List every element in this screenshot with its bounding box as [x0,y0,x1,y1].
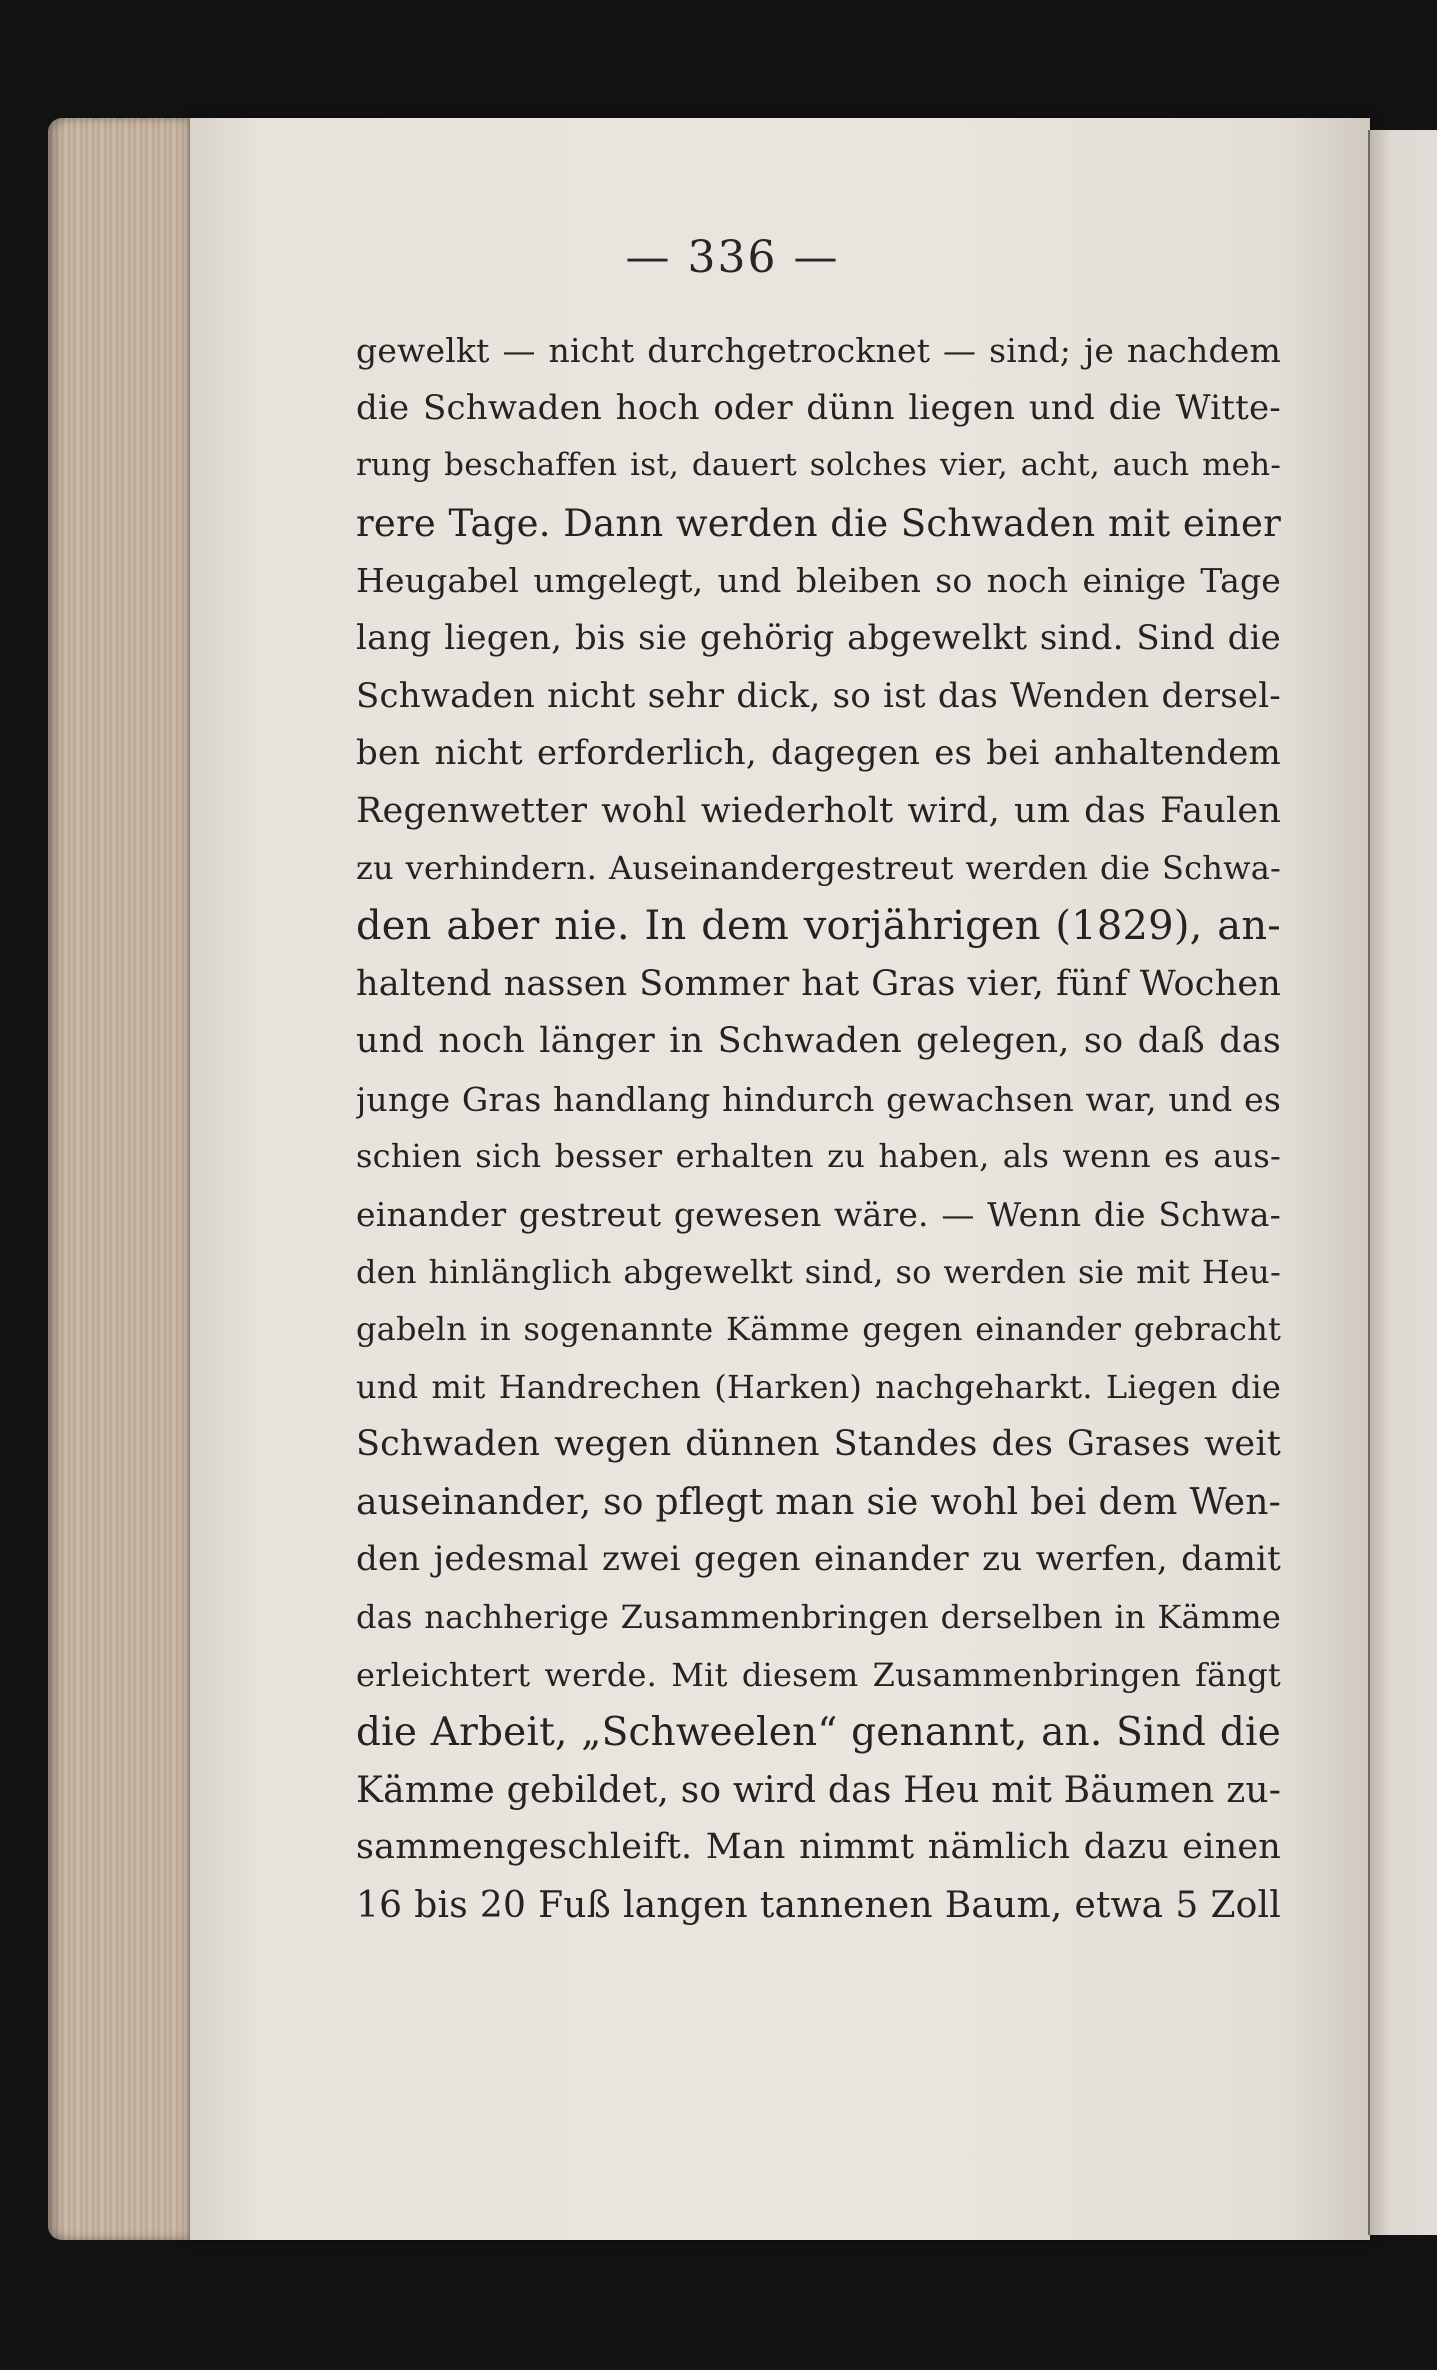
text-line: die Schwaden hoch oder dünn liegen und die Witte- [356,387,1281,428]
text-line: die Arbeit, „Schweelen“ genannt, an. Sind die [356,1710,1281,1756]
text-line: den aber nie. In dem vorjährigen (1829), an- [356,902,1281,949]
text-line: den hinlänglich abgewelkt sind, so werden sie mit Heu- [356,1252,1281,1291]
text-line: und mit Handrechen (Harken) nachgeharkt. Liegen die [356,1367,1281,1406]
text-line: das nachherige Zusammenbringen derselben in Kämme [356,1598,1281,1637]
body-text [356,322,1281,1935]
text-line: gabeln in sogenannte Kämme gegen einander gebracht [356,1310,1281,1349]
text-line: Heugabel umgelegt, und bleiben so noch einige Tage [356,561,1281,601]
text-line: einander gestreut gewesen wäre. — Wenn die Schwa- [356,1194,1281,1234]
page-number: — 336 — [625,232,840,283]
text-line: 16 bis 20 Fuß langen tannenen Baum, etwa 5 Zoll [356,1885,1281,1927]
text-line: den jedesmal zwei gegen einander zu werfen, damit [356,1539,1281,1580]
text-line: rung beschaffen ist, dauert solches vier, acht, auch meh- [356,447,1281,484]
text-line: Regenwetter wohl wiederholt wird, um das Faulen [356,790,1281,831]
text-line: lang liegen, bis sie gehörig abgewelkt sind. Sind die [356,617,1281,658]
text-line: gewelkt — nicht durchgetrocknet — sind; je nachdem [356,331,1281,370]
text-line: rere Tage. Dann werden die Schwaden mit einer [356,501,1281,545]
text-line: ben nicht erforderlich, dagegen es bei anhaltendem [356,733,1281,774]
text-line: Schwaden nicht sehr dick, so ist das Wenden dersel- [356,675,1281,716]
facing-page-edge [1368,130,1437,2235]
text-line: erleichtert werde. Mit diesem Zusammenbringen fängt [356,1655,1281,1694]
text-line: und noch länger in Schwaden gelegen, so daß das [356,1021,1281,1062]
page-stack-edge [48,118,208,2240]
text-line: auseinander, so pflegt man sie wohl bei dem Wen- [356,1481,1281,1523]
text-line: Kämme gebildet, so wird das Heu mit Bäumen zu- [356,1769,1281,1811]
text-line: junge Gras handlang hindurch gewachsen war, und es [356,1079,1281,1119]
text-line: schien sich besser erhalten zu haben, als wenn es aus- [356,1137,1281,1176]
text-line: sammengeschleift. Man nimmt nämlich dazu einen [356,1827,1281,1868]
text-line: haltend nassen Sommer hat Gras vier, fünf Wochen [356,963,1281,1004]
text-line: zu verhindern. Auseinandergestreut werden die Schwa- [356,849,1281,888]
text-line: Schwaden wegen dünnen Standes des Grases weit [356,1424,1281,1465]
